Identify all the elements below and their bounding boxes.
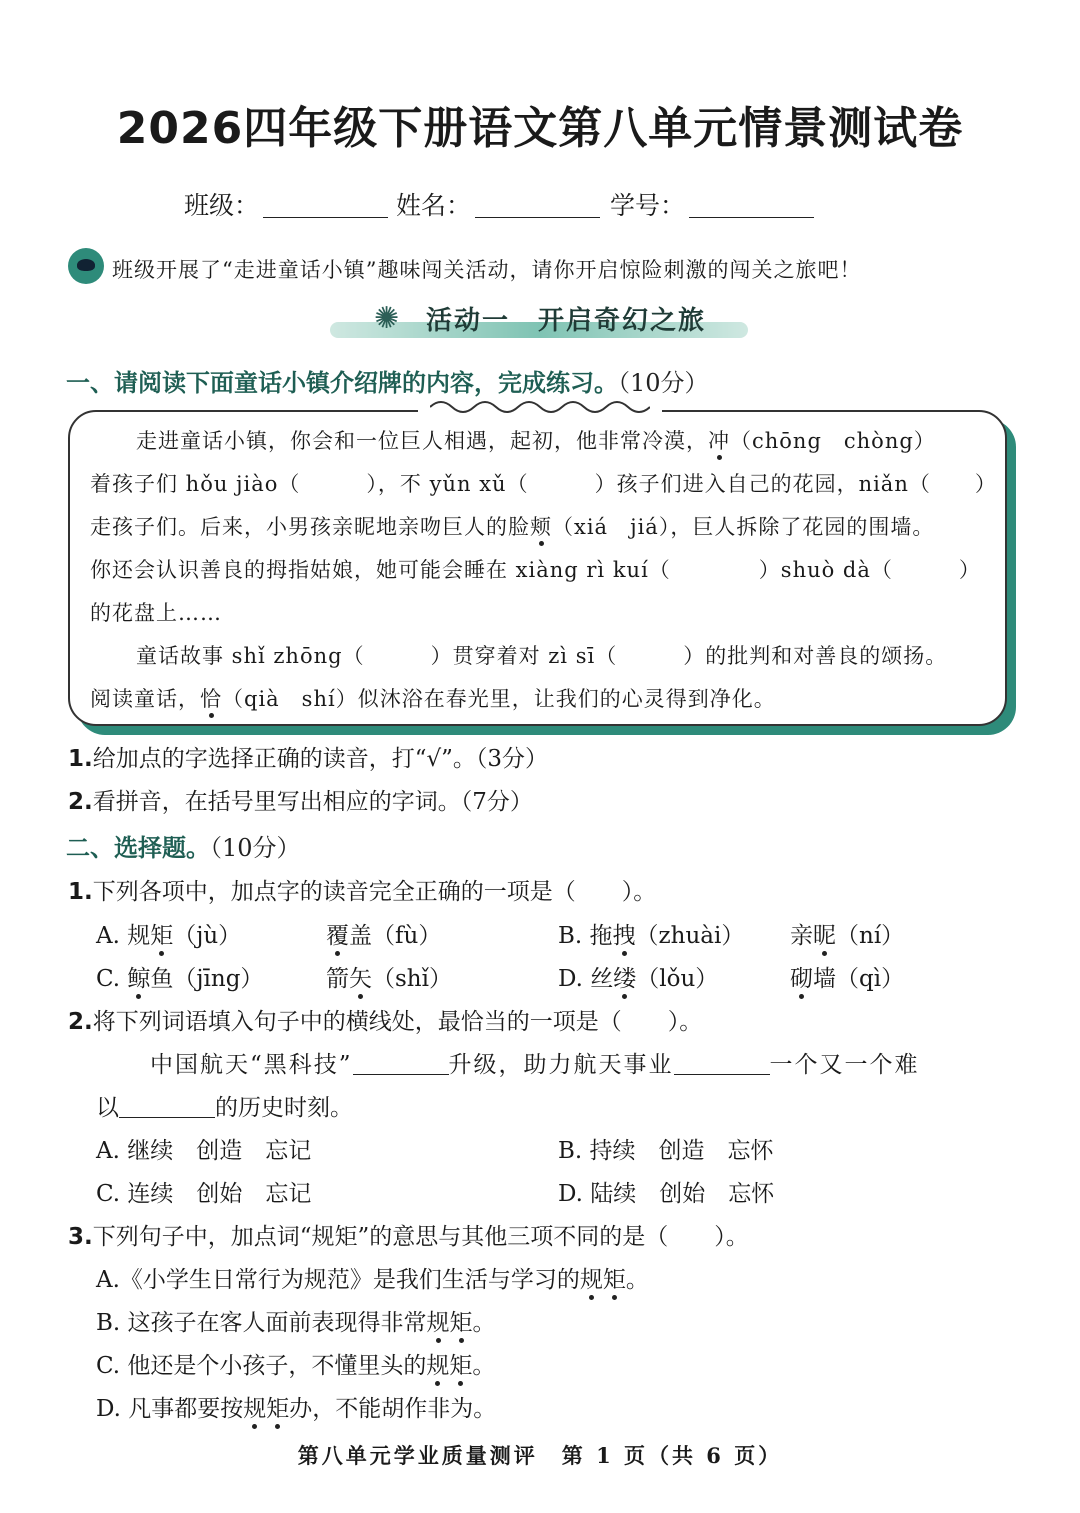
question-1-2: 2.看拼音，在括号里写出相应的字词。（7分） <box>68 789 533 815</box>
mc2-option-c[interactable]: C. 连续 创始 忘记 <box>96 1181 312 1207</box>
mc1-option-b2: 亲昵（ní） <box>790 923 905 949</box>
mc-question-1: 1.下列各项中，加点字的读音完全正确的一项是（ ）。 <box>68 879 657 905</box>
mc1-option-c2: 箭矢（shǐ） <box>326 966 452 992</box>
mc1-option-d1[interactable]: D. 丝缕（lǒu） <box>558 966 719 992</box>
passage-line-5: 的花盘上…… <box>90 601 222 625</box>
passage-line-6: 童话故事 shǐ zhōng（ ）贯穿着对 zì sī（ ）的批判和对善良的颂扬。 <box>136 644 948 668</box>
mc2-option-d[interactable]: D. 陆续 创始 忘怀 <box>558 1181 775 1207</box>
fish-icon <box>68 248 104 284</box>
student-id-field[interactable]: 学号： <box>610 186 814 222</box>
passage-line-1: 走进童话小镇，你会和一位巨人相遇，起初，他非常冷漠，冲（chōng chòng） <box>136 429 936 453</box>
mc1-option-a1[interactable]: A. 规矩（jù） <box>96 923 242 949</box>
mc1-option-b1[interactable]: B. 拖拽（zhuài） <box>558 923 745 949</box>
wave-decoration <box>430 398 650 416</box>
mc1-option-a2: 覆盖（fù） <box>326 923 442 949</box>
question-1-1: 1.给加点的字选择正确的读音，打“√”。（3分） <box>68 746 549 772</box>
passage-line-7: 阅读童话，恰（qià shí）似沐浴在春光里，让我们的心灵得到净化。 <box>90 687 776 711</box>
mc2-sentence-line-1: 中国航天“黑科技” 升级，助力航天事业 一个又一个难 <box>150 1052 920 1078</box>
section-1-heading: 一、请阅读下面童话小镇介绍牌的内容，完成练习。（10分） <box>66 369 709 397</box>
class-field[interactable]: 班级： <box>184 186 388 222</box>
intro-text: 班级开展了“走进童话小镇”趣味闯关活动，请你开启惊险刺激的闯关之旅吧！ <box>112 258 862 282</box>
name-field[interactable]: 姓名： <box>396 186 600 222</box>
mc2-sentence-line-2: 以 的历史时刻。 <box>96 1095 353 1121</box>
passage-line-3: 走孩子们。后来，小男孩亲昵地亲吻巨人的脸颊（xiá jiá），巨人拆除了花园的围墙。 <box>90 515 935 539</box>
mc-question-3: 3.下列句子中，加点词“规矩”的意思与其他三项不同的是（ ）。 <box>68 1224 749 1250</box>
mc3-option-a[interactable]: A.《小学生日常行为规范》是我们生活与学习的规矩。 <box>96 1267 649 1293</box>
mc3-option-c[interactable]: C. 他还是个小孩子，不懂里头的规矩。 <box>96 1353 496 1379</box>
mc2-option-b[interactable]: B. 持续 创造 忘怀 <box>558 1138 774 1164</box>
star-icon: ✺ <box>374 301 400 336</box>
mc1-option-d2: 砌墙（qì） <box>790 966 905 992</box>
mc1-option-c1[interactable]: C. 鲸鱼（jīng） <box>96 966 264 992</box>
section-2-heading: 二、选择题。（10分） <box>66 834 301 862</box>
mc3-option-d[interactable]: D. 凡事都要按规矩办，不能胡作非为。 <box>96 1396 497 1422</box>
passage-line-4: 你还会认识善良的拇指姑娘，她可能会睡在 xiàng rì kuí（ ）shuò dà（ ） <box>90 558 981 582</box>
page-title: 2026四年级下册语文第八单元情景测试卷 <box>116 103 964 154</box>
activity-banner: ✺ 活动一 开启奇幻之旅 <box>330 300 748 338</box>
mc2-option-a[interactable]: A. 继续 创造 忘记 <box>96 1138 312 1164</box>
page-footer: 第八单元学业质量测评 第 1 页（共 6 页） <box>297 1443 783 1468</box>
mc3-option-b[interactable]: B. 这孩子在客人面前表现得非常规矩。 <box>96 1310 496 1336</box>
mc-question-2: 2.将下列词语填入句子中的横线处，最恰当的一项是（ ）。 <box>68 1009 703 1035</box>
passage-line-2: 着孩子们 hǒu jiào（ ），不 yǔn xǔ（ ）孩子们进入自己的花园，niǎn（ ） <box>90 472 997 496</box>
